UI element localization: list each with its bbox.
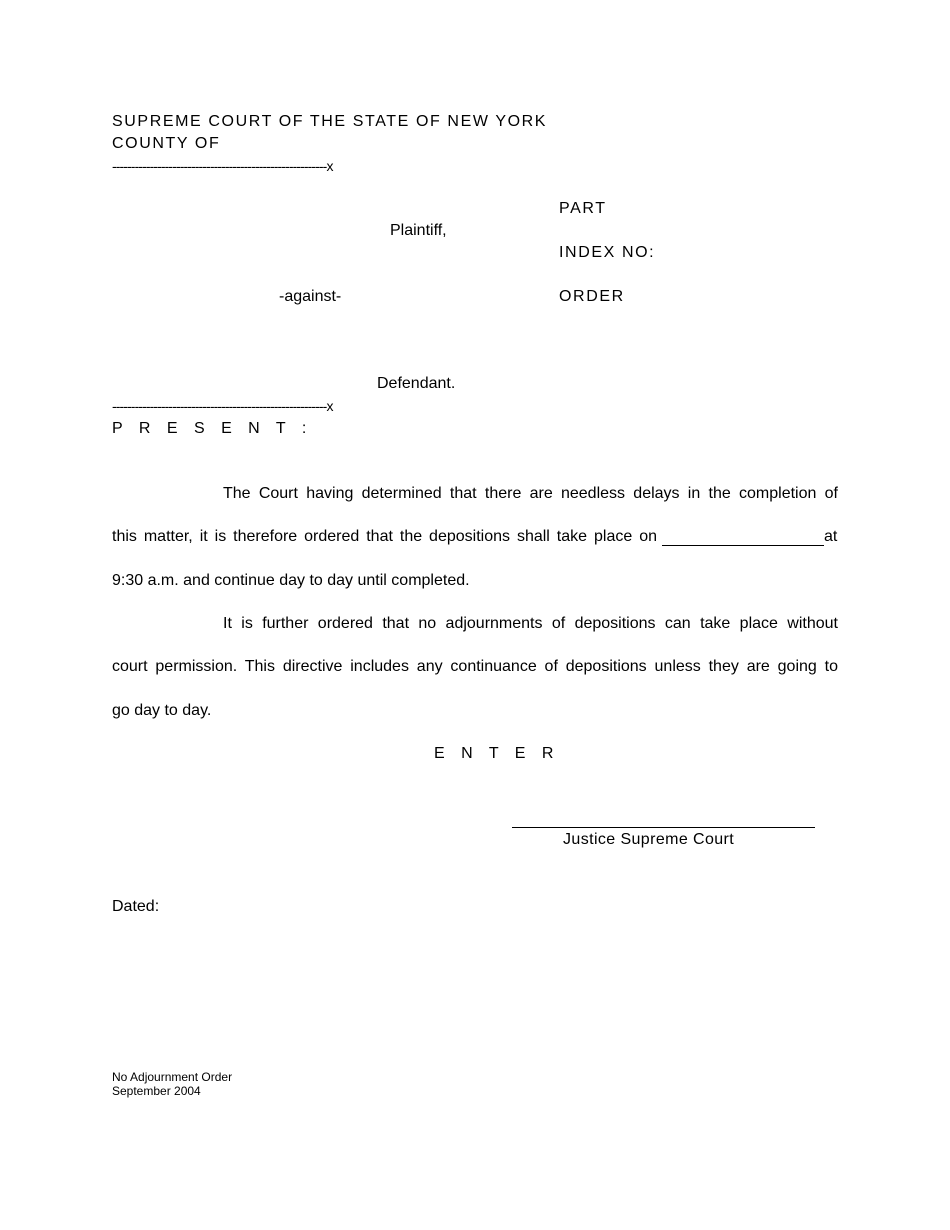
- paragraph-1-line-3: 9:30 a.m. and continue day to day until completed.: [112, 572, 470, 589]
- deposition-date-blank: [662, 545, 824, 546]
- footer-form-date: September 2004: [112, 1084, 201, 1098]
- court-name: SUPREME COURT OF THE STATE OF NEW YORK: [112, 113, 548, 130]
- part-label: PART: [559, 200, 607, 217]
- footer-form-name: No Adjournment Order: [112, 1070, 233, 1084]
- plaintiff-label: Plaintiff,: [390, 222, 447, 239]
- signature-label: Justice Supreme Court: [563, 831, 735, 848]
- paragraph-1-line-2: this matter, it is therefore ordered that the depositions shall take place on: [112, 528, 657, 545]
- caption-separator-bottom: ---------------------------------------------------------x: [112, 398, 333, 414]
- paragraph-2-line-3: go day to day.: [112, 702, 212, 719]
- caption-separator-top: ---------------------------------------------------------x: [112, 158, 333, 174]
- defendant-label: Defendant.: [377, 375, 456, 392]
- order-label: ORDER: [559, 288, 625, 305]
- enter-label: E N T E R: [434, 745, 560, 762]
- dated-label: Dated:: [112, 898, 160, 915]
- present-label: P R E S E N T :: [112, 420, 313, 437]
- county-label: COUNTY OF: [112, 135, 221, 152]
- paragraph-1-at: at: [824, 528, 838, 545]
- index-no-label: INDEX NO:: [559, 244, 656, 261]
- paragraph-2-line-1: It is further ordered that no adjournments of depositions can take place without: [223, 615, 838, 632]
- signature-line: [512, 827, 815, 828]
- against-label: -against-: [279, 288, 342, 305]
- paragraph-2-line-2: court permission. This directive includes any continuance of depositions unless they are going to: [112, 658, 838, 675]
- paragraph-1-line-1: The Court having determined that there are needless delays in the completion of: [223, 485, 838, 502]
